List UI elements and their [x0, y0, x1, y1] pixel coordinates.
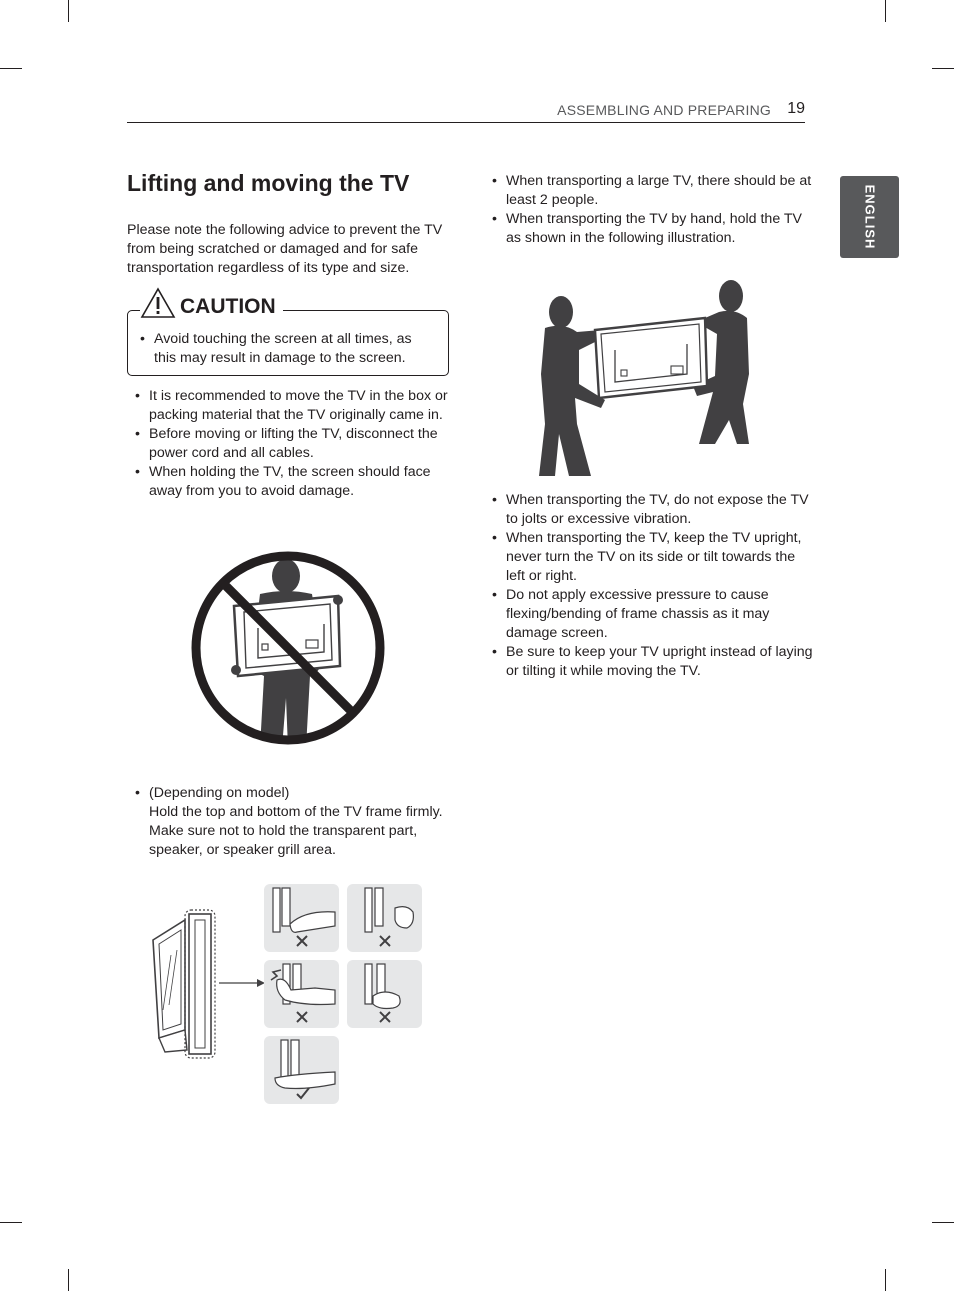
moving-advice-list	[127, 387, 457, 501]
right-hand	[333, 595, 343, 605]
list-item: • When holding the TV, the screen should face away from you to avoid damage.	[127, 463, 457, 501]
grip-panel-wrong-1	[264, 884, 339, 952]
transport-list-top	[484, 172, 814, 248]
list-item: • It is recommended to move the TV in the box or packing material that the TV originally came in.	[127, 387, 457, 425]
list-item: • Before moving or lifting the TV, disconnect the power cord and all cables.	[127, 425, 457, 463]
grip-panel-wrong-2	[347, 884, 422, 952]
grip-panel-correct	[264, 1036, 339, 1104]
list-item-line: Make sure not to hold the transparent part, speaker, or speaker grill area.	[149, 823, 418, 858]
frame-grip-diagram	[145, 880, 445, 1110]
intro-paragraph: Please note the following advice to prevent the TV from being scratched or damaged and for safe transportation regardless of its type and size.	[127, 222, 443, 276]
crop-mark	[68, 0, 69, 22]
crop-mark	[68, 1269, 69, 1291]
list-item-line: (Depending on model)	[149, 785, 290, 801]
page-number: 19	[787, 100, 805, 117]
two-person-carry-illustration	[535, 274, 755, 479]
caution-label: CAUTION	[180, 295, 276, 318]
crop-mark	[885, 1269, 886, 1291]
language-tab-label: ENGLISH	[862, 184, 877, 250]
transport-list-bottom	[484, 491, 814, 681]
crop-mark	[0, 1222, 22, 1223]
left-hand	[231, 665, 241, 675]
section-title: ASSEMBLING AND PREPARING	[557, 102, 771, 118]
warning-triangle-icon	[140, 287, 176, 319]
person-left-silhouette	[539, 296, 605, 476]
list-item: • Be sure to keep your TV upright instead of laying or tilting it while moving the TV.	[484, 643, 814, 681]
list-item	[127, 784, 457, 860]
language-tab	[840, 176, 899, 258]
crop-mark	[0, 68, 22, 69]
list-item: • Do not apply excessive pressure to cause flexing/bending of frame chassis as it may damage screen.	[484, 586, 814, 643]
tv-back-panel	[595, 318, 707, 398]
frame-handling-list	[127, 784, 457, 860]
arrow-head-icon	[257, 979, 265, 987]
page-title: Lifting and moving the TV	[127, 170, 410, 196]
caution-item: • Avoid touching the screen at all times, as this may result in damage to the screen.	[132, 330, 432, 368]
list-item: • When transporting the TV, do not expose the TV to jolts or excessive vibration.	[484, 491, 814, 529]
grip-panel-wrong-3	[264, 960, 339, 1028]
page-header	[127, 100, 805, 123]
caution-heading	[140, 287, 283, 319]
crop-mark	[885, 0, 886, 22]
prohibited-carry-illustration	[188, 548, 388, 748]
caution-list	[132, 330, 432, 368]
list-item: • When transporting a large TV, there should be at least 2 people.	[484, 172, 814, 210]
list-item: • When transporting the TV, keep the TV upright, never turn the TV on its side or tilt towards the left or right.	[484, 529, 814, 586]
list-item: • When transporting the TV by hand, hold the TV as shown in the following illustration.	[484, 210, 814, 248]
crop-mark	[932, 1222, 954, 1223]
crop-mark	[932, 68, 954, 69]
tv-side-view	[153, 910, 215, 1058]
list-item-line: Hold the top and bottom of the TV frame firmly.	[149, 804, 443, 820]
grip-panel-wrong-4	[347, 960, 422, 1028]
